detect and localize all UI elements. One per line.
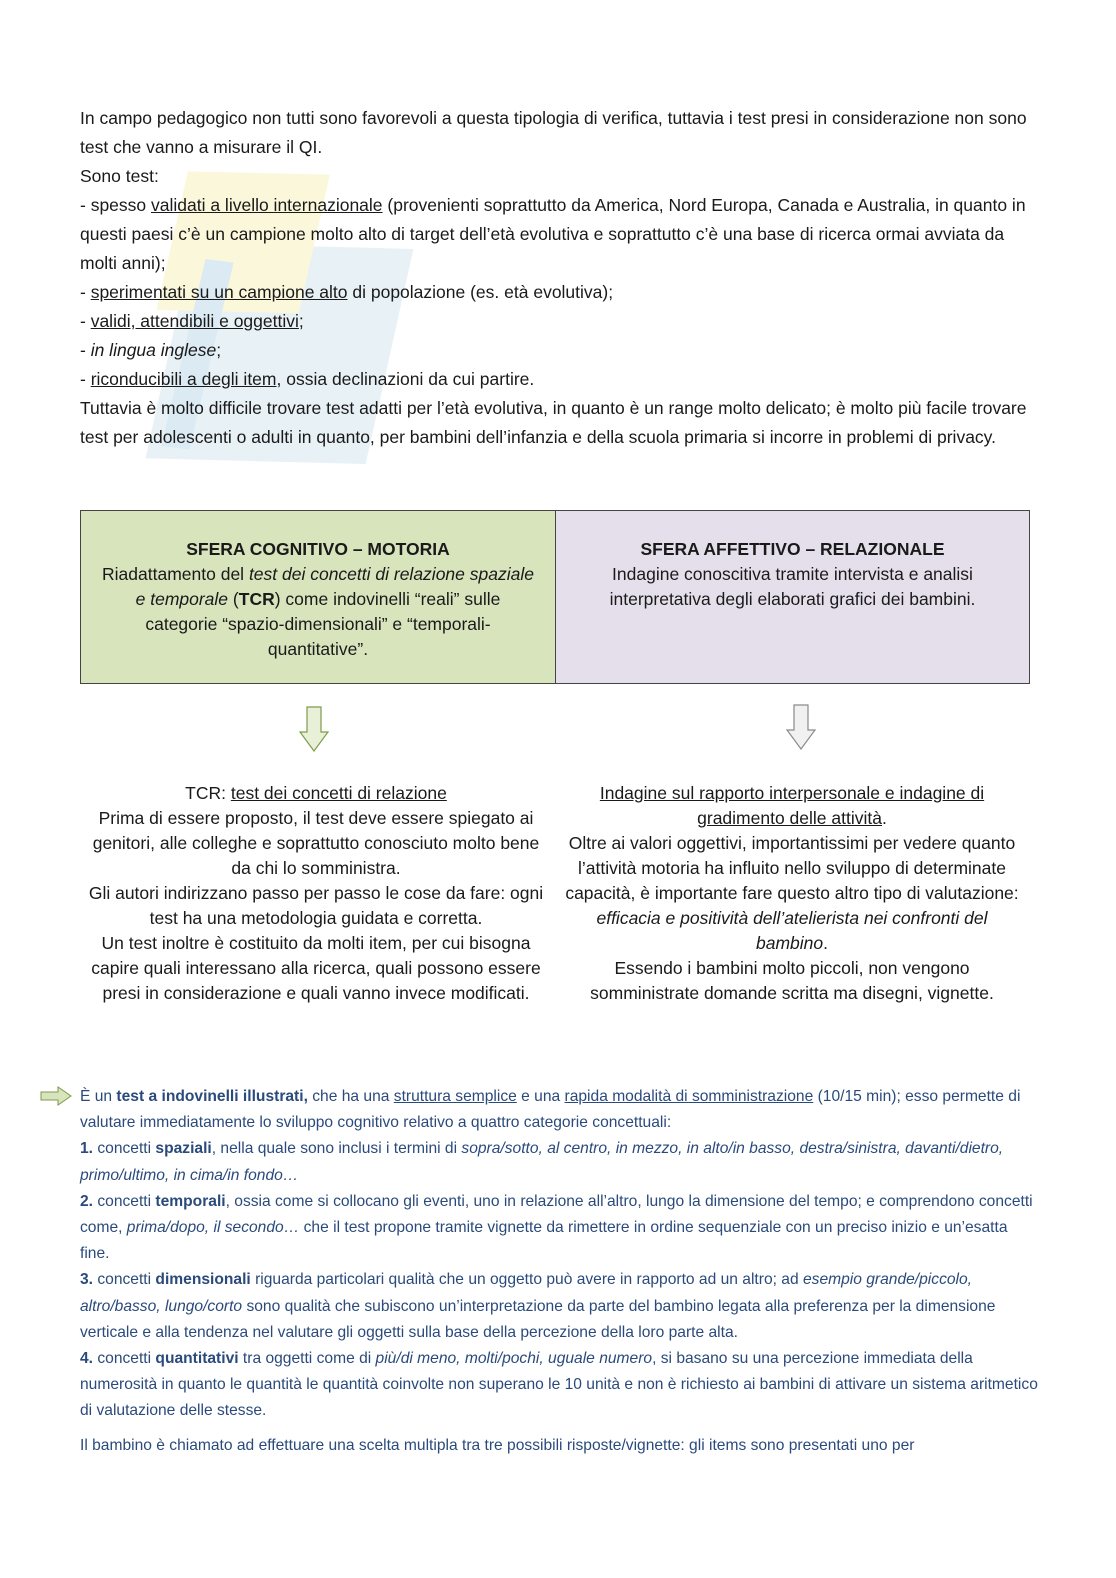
affective-relational-title: SFERA AFFETTIVO – RELAZIONALE bbox=[640, 539, 945, 559]
affective-relational-body: Indagine conoscitiva tramite intervista e analisi interpretativa degli elaborati grafici dei bambini. bbox=[609, 564, 976, 609]
concept-item-spatial: 1. concetti spaziali, nella quale sono inclusi i termini di sopra/sotto, al centro, in mezzo, in alto/in basso, destra/sinistra, davanti/dietro, primo/ultimo, in cima/in fondo… bbox=[80, 1140, 1004, 1184]
tcr-description-closing: Il bambino è chiamato ad effettuare una scelta multipla tra tre possibili risposte/vignette: gli items sono presentati uno per bbox=[80, 1436, 915, 1454]
concept-item-dimensional: 3. concetti dimensionali riguarda particolari qualità che un oggetto può avere in rapporto ad un altro; ad esempio grande/piccolo, altro/basso, lungo/corto sono qualità che subiscono un’interpretazione da parte del bambino legata alla preferenza per la dimensione verticale e alla tendenza nel valutare gli oggetti sulla base della percezione della loro parte alta. bbox=[80, 1271, 996, 1341]
tcr-description-intro: È un test a indovinelli illustrati, che ha una struttura semplice e una rapida modalità di somministrazione (10/15 min); esso permette di valutare immediatamente lo sviluppo cognitivo relativo a quattro categorie concettuali: bbox=[80, 1088, 1021, 1132]
tcr-paragraph: Un test inoltre è costituito da molti item, per cui bisogna capire quali interessano alla ricerca, quali possono essere presi in considerazione e quali vanno invece modificati. bbox=[91, 933, 541, 1003]
cognitive-motor-cell bbox=[81, 511, 556, 683]
underlined-term: riconducibili a degli item bbox=[90, 369, 277, 389]
underlined-term: validati a livello internazionale bbox=[151, 195, 383, 215]
intro-bullet-2: - sperimentati su un campione alto di popolazione (es. età evolutiva); bbox=[80, 282, 614, 302]
arrow-down-icon bbox=[299, 706, 329, 752]
tcr-column bbox=[86, 781, 546, 1006]
survey-paragraph: Essendo i bambini molto piccoli, non vengono somministrate domande scritta ma disegni, vignette. bbox=[590, 958, 994, 1003]
underlined-term: validi, attendibili e oggettivi bbox=[90, 311, 299, 331]
tcr-paragraph: Prima di essere proposto, il test deve essere spiegato ai genitori, alle colleghe e soprattutto conosciuto molto bene da chi lo somministra. bbox=[92, 808, 540, 878]
underlined-term: sperimentati su un campione alto bbox=[90, 282, 348, 302]
intro-bullet-4: - in lingua inglese; bbox=[80, 340, 222, 360]
intro-bullet-1: - spesso validati a livello internazionale (provenienti soprattutto da America, Nord Europa, Canada e Australia, in quanto in questi paesi c’è un campione molto alto di target dell’età evolutiva e soprattutto c’è una base di ricerca ormai avviata da molti anni); bbox=[80, 195, 1026, 273]
affective-relational-cell bbox=[556, 511, 1029, 683]
spheres-table bbox=[80, 510, 1030, 684]
survey-column bbox=[562, 781, 1022, 1006]
concept-item-temporal: 2. concetti temporali, ossia come si collocano gli eventi, uno in relazione all’altro, lungo la dimensione del tempo; e comprendono concetti come, prima/dopo, il secondo… che il test propone tramite vignette da rimettere in ordine sequenziale con un preciso inizio e un’esatta fine. bbox=[80, 1192, 1033, 1263]
concept-item-quantitative: 4. concetti quantitativi tra oggetti come di più/di meno, molti/pochi, uguale numero, si basano su una percezione immediata della numerosità in quanto le quantità le quantità coinvolte non superano le 10 unità e non è richiesto ai bambini di attivare un sistema aritmetico di valutazione delle stesse. bbox=[80, 1350, 1038, 1420]
intro-lead-text: Sono test: bbox=[80, 166, 159, 186]
italic-term: in lingua inglese bbox=[90, 340, 217, 360]
cognitive-motor-body: Riadattamento del test dei concetti di relazione spaziale e temporale (TCR) come indovinelli “reali” sulle categorie “spazio-dimensionali” e “temporali-quantitative”. bbox=[102, 564, 534, 659]
intro-text-line: In campo pedagogico non tutti sono favorevoli a questa tipologia di verifica, tuttavia i test presi in considerazione non sono test che vanno a misurare il QI. bbox=[80, 108, 1027, 157]
intro-lead bbox=[80, 162, 1040, 191]
intro-bullet-5: - riconducibili a degli item, ossia declinazioni da cui partire. bbox=[80, 369, 535, 389]
survey-heading: Indagine sul rapporto interpersonale e indagine di gradimento delle attività. bbox=[599, 783, 985, 828]
intro-text bbox=[80, 104, 1040, 452]
tcr-heading: TCR: test dei concetti di relazione bbox=[185, 783, 447, 803]
intro-bullet-3: - validi, attendibili e oggettivi; bbox=[80, 311, 304, 331]
arrow-down-icon bbox=[786, 704, 816, 750]
intro-paragraph bbox=[80, 104, 1040, 162]
tcr-description bbox=[80, 1084, 1040, 1459]
tcr-paragraph: Gli autori indirizzano passo per passo le cose da fare: ogni test ha una metodologia guidata e corretta. bbox=[88, 883, 544, 928]
survey-paragraph: Oltre ai valori oggettivi, importantissimi per vedere quanto l’attività motoria ha influito nello sviluppo di determinate capacità, è importante fare questo altro tipo di valutazione: efficacia e positività dell’atelierista nei confronti del bambino. bbox=[565, 833, 1019, 953]
cognitive-motor-title: SFERA COGNITIVO – MOTORIA bbox=[186, 539, 450, 559]
intro-closing: Tuttavia è molto difficile trovare test adatti per l’età evolutiva, in quanto è un range molto delicato; è molto più facile trovare test per adolescenti o adulti in quanto, per bambini dell’infanzia e della scuola primaria si incorre in problemi di privacy. bbox=[80, 398, 1027, 447]
